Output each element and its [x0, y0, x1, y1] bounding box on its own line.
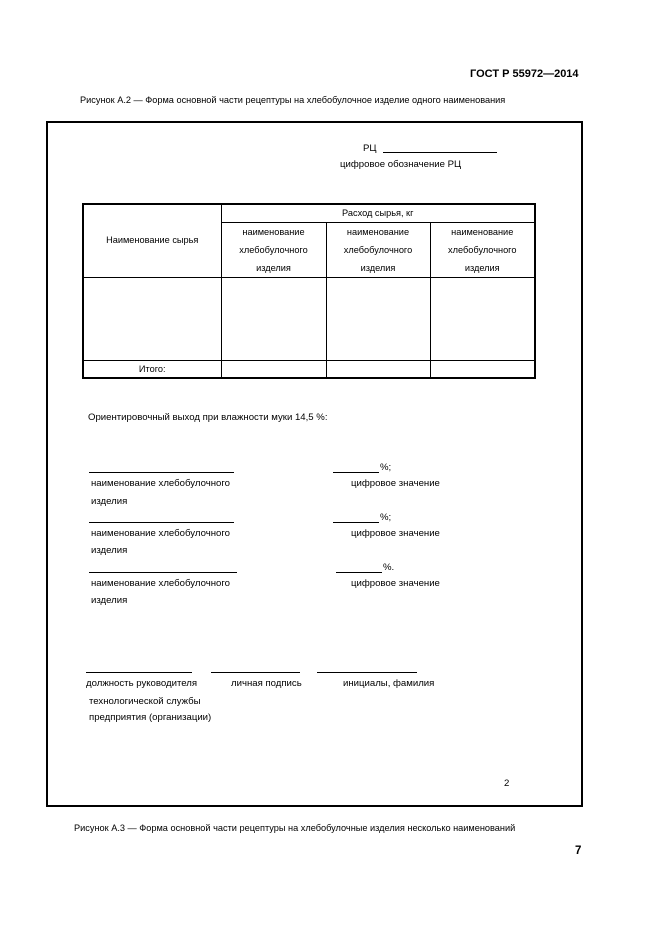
rc-value-line [383, 152, 497, 153]
rc-label: РЦ [363, 143, 377, 154]
product-name-caption: наименование хлебобулочного [91, 478, 230, 489]
position-caption: должность руководителя [86, 678, 198, 689]
name-caption: инициалы, фамилия [343, 678, 435, 689]
product-name-line [89, 572, 237, 573]
consumption-cell [326, 277, 430, 360]
total-cell [326, 360, 430, 378]
consumption-cell [430, 277, 535, 360]
yield-value-line [336, 572, 382, 573]
product-column-header: наименование хлебобулочного изделия [430, 222, 535, 277]
product-name-line [89, 522, 234, 523]
position-caption-cont: предприятия (организации) [89, 712, 212, 723]
total-label: Итого: [83, 360, 221, 378]
product-name-caption: наименование хлебобулочного [91, 578, 230, 589]
position-line [86, 672, 192, 673]
name-line [317, 672, 417, 673]
raw-material-header: Наименование сырья [83, 204, 221, 277]
figure-caption-a2: Рисунок А.2 — Форма основной части рецептуры на хлебобулочное изделие одного наименования [80, 95, 506, 105]
signature-caption: личная подпись [231, 678, 302, 689]
raw-material-cell [83, 277, 221, 360]
consumption-group-header: Расход сырья, кг [221, 204, 535, 222]
figure-caption-a3: Рисунок А.3 — Форма основной части рецептуры на хлебобулочные изделия несколько наименований [74, 823, 516, 833]
total-cell [221, 360, 326, 378]
rc-caption: цифровое обозначение РЦ [340, 159, 462, 170]
signature-line [211, 672, 300, 673]
position-caption-cont: технологической службы [89, 696, 201, 707]
standard-number: ГОСТ Р 55972—2014 [470, 68, 579, 80]
yield-value-caption: цифровое значение [351, 578, 440, 589]
yield-value-caption: цифровое значение [351, 528, 440, 539]
product-name-caption: наименование хлебобулочного [91, 528, 230, 539]
consumption-cell [221, 277, 326, 360]
raw-material-table [82, 203, 536, 379]
yield-value-line [333, 522, 379, 523]
product-name-caption-cont: изделия [91, 595, 128, 606]
percent-suffix: %; [380, 462, 392, 473]
yield-value-caption: цифровое значение [351, 478, 440, 489]
product-column-header: наименование хлебобулочного изделия [326, 222, 430, 277]
form-page-number: 2 [504, 778, 510, 789]
product-column-header: наименование хлебобулочного изделия [221, 222, 326, 277]
product-name-caption-cont: изделия [91, 496, 128, 507]
product-name-line [89, 472, 234, 473]
yield-value-line [333, 472, 379, 473]
total-cell [430, 360, 535, 378]
percent-suffix: %. [383, 562, 395, 573]
product-name-caption-cont: изделия [91, 545, 128, 556]
percent-suffix: %; [380, 512, 392, 523]
page-number: 7 [575, 845, 582, 857]
yield-heading: Ориентировочный выход при влажности муки 14,5 %: [88, 412, 328, 423]
